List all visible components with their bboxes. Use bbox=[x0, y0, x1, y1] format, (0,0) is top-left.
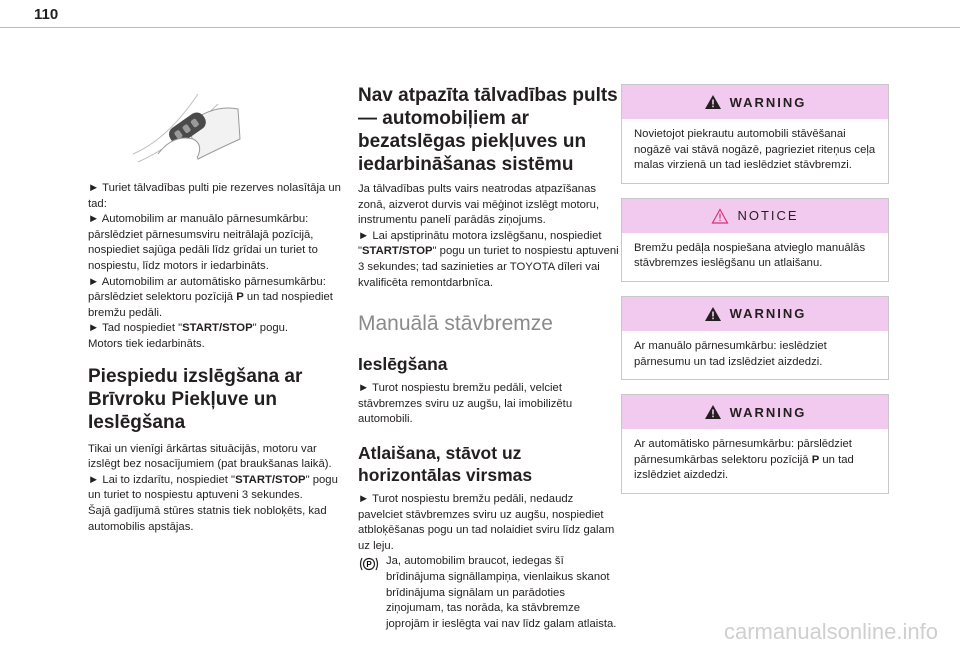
warning-title: WARNING bbox=[729, 404, 807, 420]
step-manual-gearbox: ► Automobilim ar manuālo pārnesumkārbu: pārslēdziet pārnesumsviru neitrālajā pozīcijā, nospiediet sajūga pedāli līdz grīdai un turiet to nospiestu, līdz motors ir iedarbināts. bbox=[88, 213, 318, 272]
warning-box-manual bbox=[621, 296, 889, 380]
notice-box-pedal bbox=[621, 198, 889, 282]
step-automatic-gearbox: ► Automobilim ar automātisko pārnesumkārbu: pārslēdziet selektoru pozīcijā P un tad nospiediet bremžu pedāli. bbox=[88, 275, 333, 319]
remote-key-illustration bbox=[128, 84, 248, 164]
warning-triangle-icon bbox=[704, 306, 722, 322]
step-hold-remote: ► Turiet tālvadības pulti pie rezerves nolasītāja un tad: bbox=[88, 182, 341, 210]
warning-title: WARNING bbox=[729, 94, 807, 110]
warning-text: Novietojot piekrautu automobili stāvēšanai nogāzē vai stāvā nogāzē, pagrieziet riteņus ceļa malas virzienā un tad ieslēdziet stāvbremzi. bbox=[634, 128, 876, 172]
brake-lamp-tip-text: Ja, automobilim braucot, iedegas šī brīdinājuma signāllampiņa, vienlaikus skanot brīdinājuma signālam un parādoties ziņojumam, tas norāda, ka stāvbremze joprojām ir ieslēgta vai nav līdz galam atlaista. bbox=[386, 555, 617, 630]
warning-triangle-icon bbox=[704, 404, 722, 420]
heading-remote-not-detected: Nav atpazīta tālvadības pults — automobiļiem ar bezatslēgas piekļuves un iedarbināšanas sistēmu bbox=[358, 85, 618, 175]
column-middle bbox=[358, 84, 620, 632]
warning-title: WARNING bbox=[729, 306, 807, 322]
top-divider bbox=[0, 27, 960, 28]
notice-triangle-icon bbox=[711, 208, 729, 224]
forced-stop-intro: Tikai un vienīgi ārkārtas situācijās, motoru var izslēgt bez nosacījumiem (pat braukšanas laikā). bbox=[88, 442, 332, 471]
engine-started-text: Motors tiek iedarbināts. bbox=[88, 337, 205, 350]
notice-text: Bremžu pedāļa nospiešana atvieglo manuālās stāvbremzes ieslēgšanu un atlaišanu. bbox=[634, 241, 866, 270]
notice-title: NOTICE bbox=[737, 208, 799, 224]
watermark: carmanualsonline.info bbox=[723, 619, 938, 644]
column-right bbox=[621, 84, 889, 508]
column-left bbox=[88, 84, 344, 535]
page-number: 110 bbox=[34, 6, 59, 23]
releasing-text: ► Turot nospiestu bremžu pedāli, nedaudz pavelciet stāvbremzes sviru uz augšu, nospiediet atbloķēšanas pogu un tad nolaidiet sviru līdz galam uz leju. bbox=[358, 492, 615, 552]
remote-not-detected-text: Ja tālvadības pults vairs neatrodas atpazīšanas zonā, aizverot durvis vai mēģinot izslēgt motoru, instrumentu panelī parādās ziņojums. bbox=[358, 183, 600, 227]
applying-text: ► Turot nospiestu bremžu pedāli, velciet stāvbremzes sviru uz augšu, lai imobilizētu automobili. bbox=[358, 382, 573, 426]
heading-releasing-level: Atlaišana, stāvot uz horizontālas virsmas bbox=[358, 442, 533, 485]
heading-applying: Ieslēgšana bbox=[358, 354, 448, 375]
brake-lamp-tip bbox=[358, 554, 620, 632]
warning-text: Ar manuālo pārnesumkārbu: ieslēdziet pārnesumu un tad izslēdziet aizdedzi. bbox=[634, 339, 827, 368]
heading-forced-stop: Piespiedu izslēgšana ar Brīvroku Piekļuve un Ieslēgšana bbox=[88, 365, 303, 433]
remote-not-detected-step: ► Lai apstiprinātu motora izslēgšanu, nospiediet "START/STOP" pogu un turiet to nospiestu aptuveni 3 sekundes; tad sazinieties ar TOYOTA dīleri vai kvalificēta remontdarbnīca. bbox=[358, 229, 619, 289]
brake-warning-lamp-icon bbox=[358, 555, 380, 573]
section-title-parking-brake: Manuālā stāvbremze bbox=[358, 312, 553, 336]
forced-stop-note: Šajā gadījumā stūres statnis tiek nobloķēts, kad automobilis apstājas. bbox=[88, 504, 327, 533]
forced-stop-step: ► Lai to izdarītu, nospiediet "START/STOP" pogu un turiet to nospiestu aptuveni 3 sekundes. bbox=[88, 473, 338, 502]
svg-text:P: P bbox=[366, 560, 372, 570]
warning-text: Ar automātisko pārnesumkārbu: pārslēdziet pārnesumkārbas selektoru pozīcijā P un tad izslēdziet aizdedzi. bbox=[634, 438, 854, 482]
warning-triangle-icon bbox=[704, 94, 722, 110]
step-press-start-stop: ► Tad nospiediet "START/STOP" pogu. bbox=[88, 322, 289, 335]
warning-box-automatic bbox=[621, 394, 889, 494]
warning-box-slope bbox=[621, 84, 889, 184]
